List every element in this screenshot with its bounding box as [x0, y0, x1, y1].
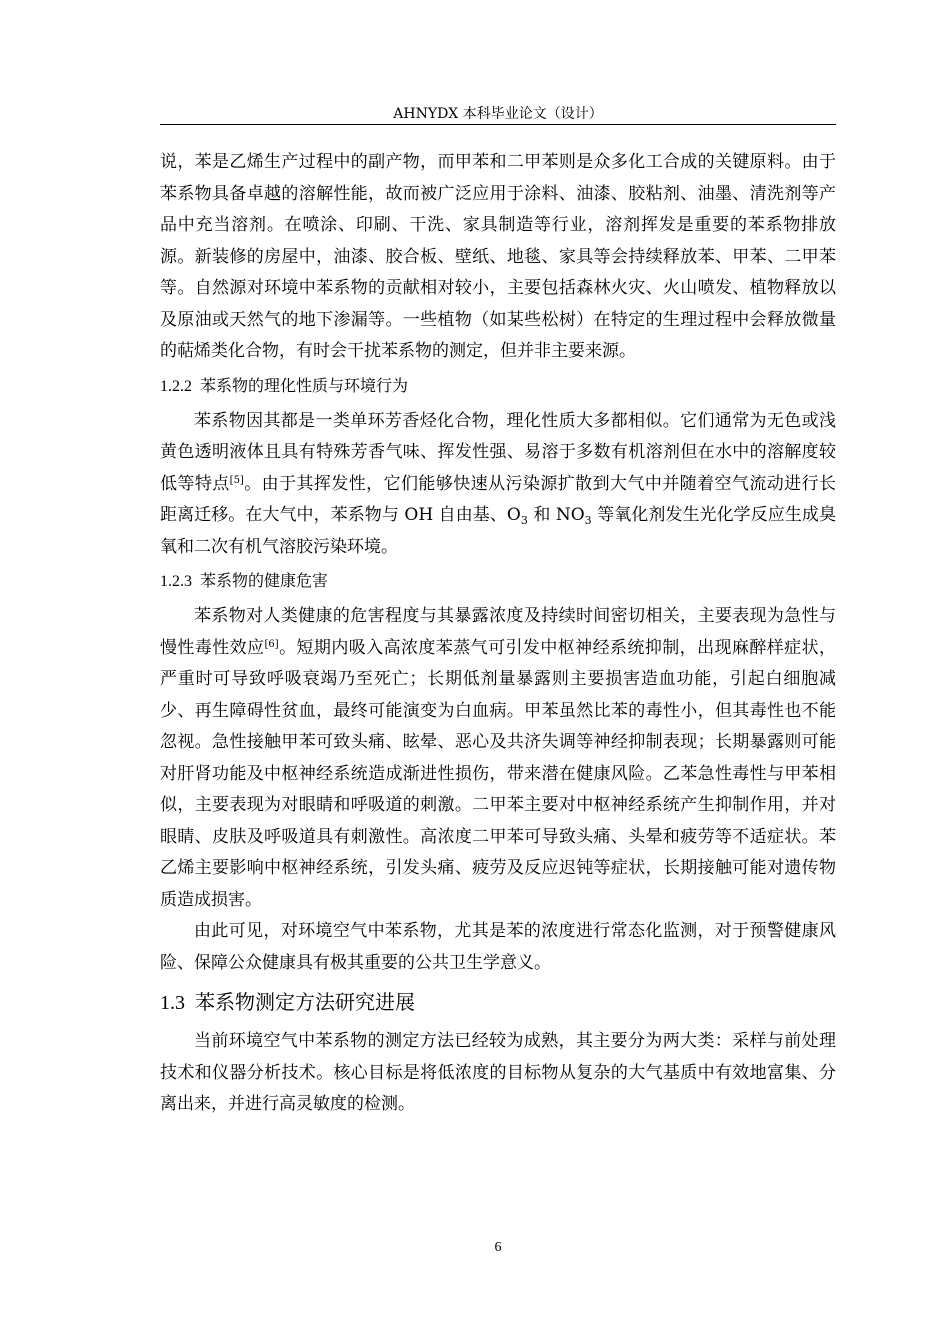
subsection-number: 1.2.2: [160, 377, 192, 395]
text-run: 。短期内吸入高浓度苯蒸气可引发中枢神经系统抑制，出现麻醉样症状，严重时可导致呼吸衰竭乃至死亡；长期低剂量暴露则主要损害造血功能，引起白细胞减少、再生障碍性贫血，最终可能演变为白血病。甲苯虽然比苯的毒性小，但其毒性也不能忽视。急性接触甲苯可致头痛、眩晕、恶心及共济失调等神经抑制表现；长期暴露则可能对肝肾功能及中枢神经系统造成渐进性损伤，带来潜在健康风险。乙苯急性毒性与甲苯相似，主要表现为对眼睛和呼吸道的刺激。二甲苯主要对中枢神经系统产生抑制作用，并对眼睛、皮肤及呼吸道具有刺激性。高浓度二甲苯可导致头痛、头晕和疲劳等不适症状。苯乙烯主要影响中枢神经系统，引发头痛、疲劳及反应迟钝等症状，长期接触可能对遗传物质造成损害。: [160, 637, 836, 910]
text-run: 。由于其挥发性，它们能够快速从污染源扩散到大气中并随着空气流动进行长距离迁移。在大气中，苯系物与 OH 自由基、O: [160, 473, 837, 525]
paragraph-health-hazards: [160, 601, 836, 916]
subsection-number: 1.2.3: [160, 573, 192, 590]
text-run: 苯系物对人类健康的危害程度与其暴露浓度及持续时间密切相关，主要表现为急性与慢性毒性效应: [160, 606, 836, 658]
subsection-title: 苯系物的健康危害: [200, 571, 329, 590]
subscript: 3: [520, 514, 528, 527]
text-run: 和 NO: [527, 505, 585, 525]
subsection-heading-1-2-2: [160, 371, 836, 402]
intro-paragraph: 说，苯是乙烯生产过程中的副产物，而甲苯和二甲苯则是众多化工合成的关键原料。由于苯系物具备卓越的溶解性能，故而被广泛应用于涂料、油漆、胶粘剂、油墨、清洗剂等产品中充当溶剂。在喷涂、印刷、干洗、家具制造等行业，溶剂挥发是重要的苯系物排放源。新装修的房屋中，油漆、胶合板、壁纸、地毯、家具等会持续释放苯、甲苯、二甲苯等。自然源对环境中苯系物的贡献相对较小，主要包括森林火灾、火山喷发、植物释放以及原油或天然气的地下渗漏等。一些植物（如某些松树）在特定的生理过程中会释放微量的萜烯类化合物，有时会干扰苯系物的测定，但并非主要来源。: [160, 152, 836, 361]
subscript: 3: [584, 514, 592, 527]
paragraph-conclusion: 由此可见，对环境空气中苯系物，尤其是苯的浓度进行常态化监测，对于预警健康风险、保障公众健康具有极其重要的公共卫生学意义。: [160, 921, 836, 973]
section-number: 1.3: [160, 992, 185, 1014]
text-run: 苯系物因其都是一类单环芳香烃化合物，理化性质大多都相似。它们通常为无色或浅黄色透明液体且具有特殊芳香气味、挥发性强、易溶于多数有机溶剂但在水中的溶解度较低等特点: [160, 410, 836, 494]
subsection-title: 苯系物的理化性质与环境行为: [200, 375, 409, 395]
running-header: AHNYDX 本科毕业论文（设计）: [393, 106, 603, 122]
page-number: 6: [494, 1240, 502, 1255]
text-run: 等氧化剂发生光化学反应生成臭氧和二次有机气溶胶污染环境。: [160, 505, 837, 557]
page-body: [160, 147, 836, 1121]
citation-ref: [6]: [264, 638, 279, 650]
section-heading-1-3: [160, 985, 836, 1020]
paragraph-physicochemical: [160, 406, 836, 564]
header-rule: [160, 124, 836, 125]
paragraph-methods: 当前环境空气中苯系物的测定方法已经较为成熟，其主要分为两大类：采样与前处理技术和仪器分析技术。核心目标是将低浓度的目标物从复杂的大气基质中有效地富集、分离出来，并进行高灵敏度的检测。: [160, 1031, 836, 1114]
citation-ref: [5]: [229, 474, 244, 486]
section-title: 苯系物测定方法研究进展: [195, 990, 415, 1014]
subsection-heading-1-2-3: [160, 566, 836, 597]
